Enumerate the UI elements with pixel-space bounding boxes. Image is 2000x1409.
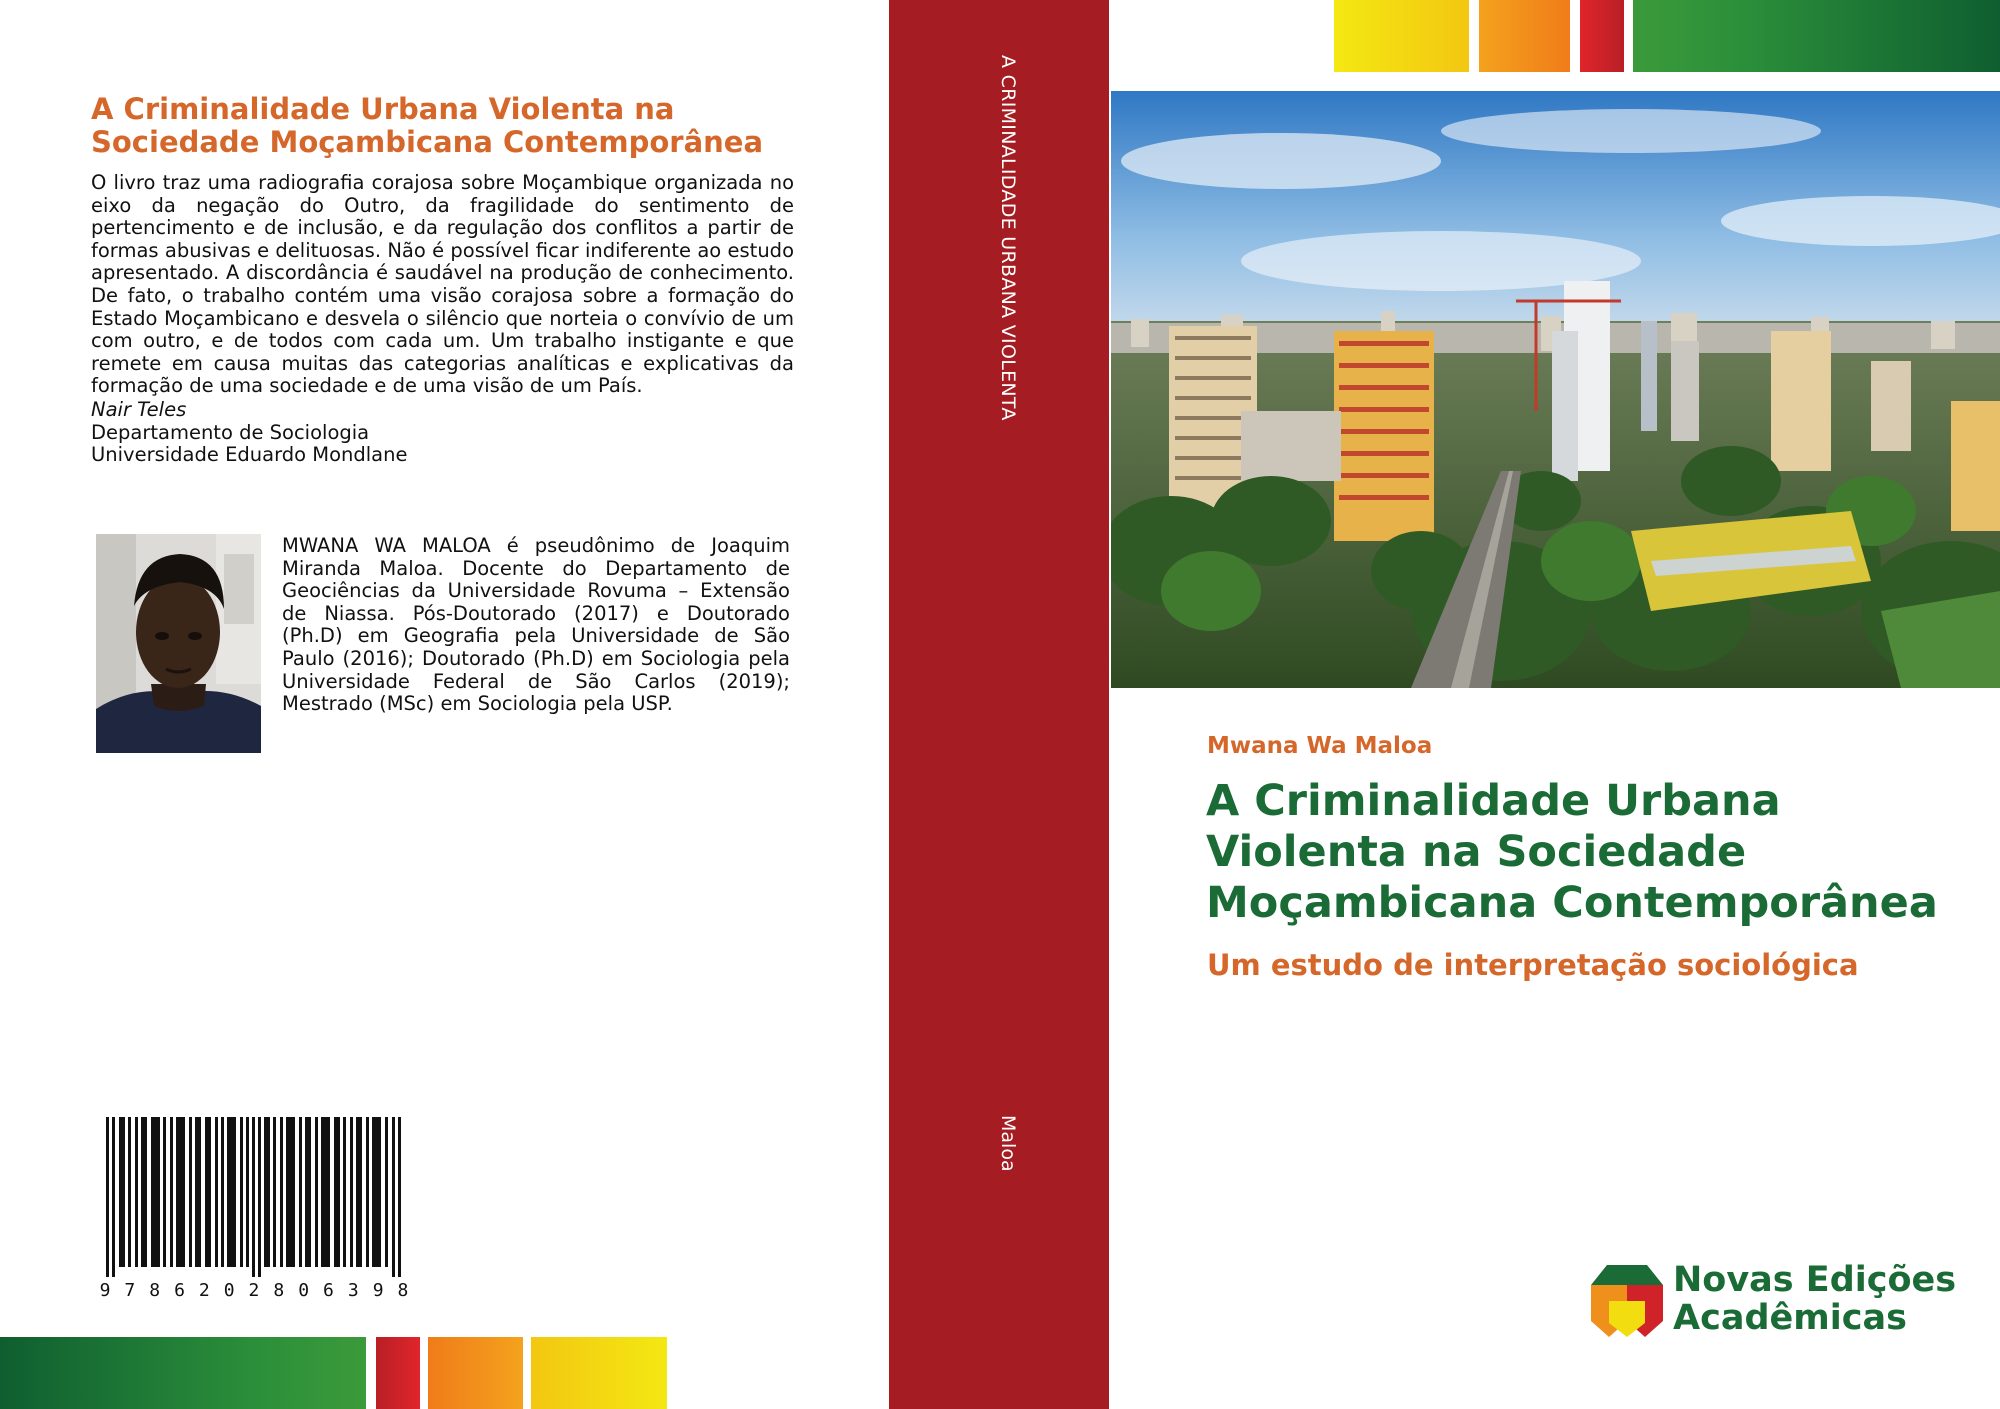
stripe-green bbox=[0, 1337, 366, 1409]
book-spine bbox=[889, 0, 1109, 1409]
front-color-stripes bbox=[1109, 0, 2000, 72]
stripe-red bbox=[376, 1337, 420, 1409]
barcode-digits bbox=[94, 1280, 414, 1301]
back-cover-title: A Criminalidade Urbana Violenta na Sociedade Moçambicana Contemporânea bbox=[91, 92, 764, 159]
front-title-line: Moçambicana Contemporânea bbox=[1206, 878, 1938, 928]
barcode-digit: 3 bbox=[347, 1280, 359, 1301]
blurb-signature bbox=[91, 399, 408, 467]
front-subtitle: Um estudo de interpretação sociológica bbox=[1207, 948, 1859, 982]
stripe-green bbox=[1633, 0, 2000, 72]
barcode-digit: 8 bbox=[273, 1280, 285, 1301]
stripe-orange bbox=[428, 1337, 523, 1409]
barcode-digit: 8 bbox=[397, 1280, 409, 1301]
publisher-name-line: Acadêmicas bbox=[1673, 1298, 1907, 1338]
front-title bbox=[1206, 776, 1966, 929]
spine-author bbox=[989, 1115, 1029, 1215]
publisher-name bbox=[1673, 1261, 1956, 1337]
publisher-name-line: Novas Edições bbox=[1673, 1260, 1957, 1300]
stripe-red bbox=[1580, 0, 1624, 72]
spine-title bbox=[989, 55, 1029, 555]
author-bio: MWANA WA MALOA é pseudônimo de Joaquim Miranda Maloa. Docente do Departamento de Geociências da Universidade Rovuma – Extensão de Niassa. Pós-Doutorado (2017) e Doutorado (Ph.D) em Geografia pela Universidade de São Paulo (2016); Doutorado (Ph.D) em Sociologia pela Universidade Federal de São Carlos (2019); Mestrado (MSc) em Sociologia pela USP. bbox=[282, 534, 790, 716]
publisher-emblem-icon bbox=[1587, 1265, 1667, 1337]
front-cover bbox=[1109, 0, 2000, 1409]
publisher-logo bbox=[1587, 1261, 1967, 1341]
barcode-digit: 0 bbox=[298, 1280, 310, 1301]
barcode-digit: 9 bbox=[99, 1280, 111, 1301]
stripe-yellow bbox=[1334, 0, 1469, 72]
barcode-digit: 6 bbox=[323, 1280, 334, 1301]
stripe-yellow bbox=[531, 1337, 667, 1409]
barcode-digit: 8 bbox=[149, 1280, 161, 1301]
barcode-digit: 7 bbox=[124, 1280, 136, 1301]
spine-title-text: A CRIMINALIDADE URBANA VIOLENTA bbox=[997, 55, 1019, 421]
signature-university: Universidade Eduardo Mondlane bbox=[91, 443, 408, 467]
back-cover-blurb bbox=[91, 172, 794, 398]
barcode-digit: 2 bbox=[248, 1280, 260, 1301]
spine-author-text: Maloa bbox=[997, 1115, 1019, 1172]
stripe-orange bbox=[1479, 0, 1570, 72]
front-title-line: A Criminalidade Urbana bbox=[1206, 776, 1781, 826]
barcode-digit: 9 bbox=[372, 1280, 384, 1301]
barcode-digit: 2 bbox=[198, 1280, 210, 1301]
front-title-line: Violenta na Sociedade bbox=[1206, 827, 1747, 877]
author-photo bbox=[96, 534, 261, 753]
back-color-stripes bbox=[0, 1337, 889, 1409]
blurb-text: O livro traz uma radiografia corajosa sobre Moçambique organizada no eixo da negação do Outro, da fragilidade do sentimento de pertencimento e de inclusão, e da regulação dos conflitos a partir de formas abusivas e delituosas. Não é possível ficar indiferente ao estudo apresentado. A discordância é saudável na produção de conhecimento. De fato, o trabalho contém uma visão corajosa sobre a formação do Estado Moçambicano e desvela o silêncio que norteia o convívio de um com outro, e de todos com cada um. Um trabalho instigante e que remete em causa muitas das categorias analíticas e explicativas da formação de uma sociedade e de uma visão de um País. bbox=[91, 171, 794, 398]
city-aerial-photo bbox=[1111, 91, 2000, 688]
barcode-bars bbox=[106, 1117, 404, 1277]
barcode-digit: 0 bbox=[223, 1280, 235, 1301]
back-cover bbox=[0, 0, 889, 1409]
signature-department: Departamento de Sociologia bbox=[91, 420, 370, 444]
signature-name: Nair Teles bbox=[91, 398, 187, 421]
isbn-barcode bbox=[94, 1113, 414, 1308]
barcode-digit: 6 bbox=[174, 1280, 185, 1301]
front-author: Mwana Wa Maloa bbox=[1207, 733, 1433, 759]
